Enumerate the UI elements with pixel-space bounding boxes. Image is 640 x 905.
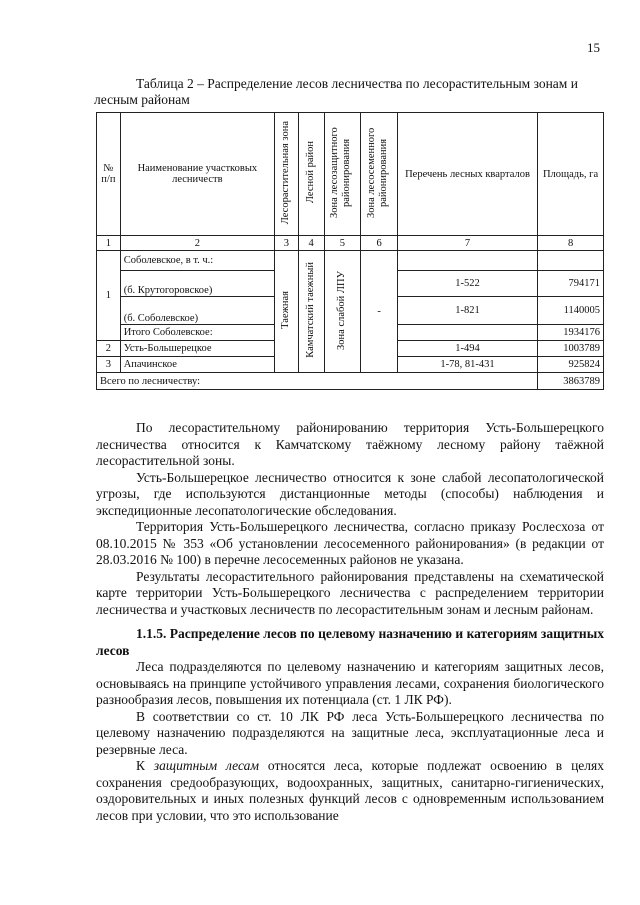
section-heading: 1.1.5. Распределение лесов по целевому назначению и категориям защитных лесов [96, 626, 604, 658]
col-number: 8 [538, 236, 604, 251]
merged-protect-cell [324, 251, 361, 373]
row-num: 1 [97, 251, 121, 341]
row-quarters: 1-78, 81-431 [397, 357, 537, 373]
col-number: 2 [120, 236, 274, 251]
table-row [97, 373, 604, 390]
column-number-row [97, 236, 604, 251]
header-name: Наименование участковых лесничеств [120, 113, 274, 236]
row-name: Усть-Большерецкое [120, 341, 274, 357]
row-area: 1140005 [538, 297, 604, 325]
col-number: 5 [324, 236, 361, 251]
row-area: 925824 [538, 357, 604, 373]
table-header-row [97, 113, 604, 236]
paragraph: По лесорастительному районированию территория Усть-Большерецкого лесничества относится к Камчатскому таёжному лесному району таёжной лесорастительной зоны. [96, 420, 604, 468]
col-number: 1 [97, 236, 121, 251]
page-number: 15 [587, 40, 600, 55]
row-num: 3 [97, 357, 121, 373]
merged-zone-cell [274, 251, 298, 373]
header-zone: Лесорастительная зона [280, 120, 292, 225]
empty-cell [397, 251, 537, 271]
header-seed-cell [361, 113, 398, 236]
header-district: Лесной район [305, 141, 317, 204]
row-area: 1934176 [538, 325, 604, 341]
paragraph: Территория Усть-Большерецкого лесничества, согласно приказу Рослесхоза от 08.10.2015 № 353 «Об установлении лесосеменного районирования» (в редакции от 28.03.2016 № 100) в перечне лесосеменных районов не указана. [96, 519, 604, 567]
text-run: К [136, 758, 154, 773]
header-num: № п/п [97, 113, 121, 236]
merged-district: Камчатский таежный [305, 262, 317, 358]
merged-protect: Зона слабой ЛПУ [336, 270, 348, 350]
merged-seed: - [361, 251, 398, 373]
header-quarters: Перечень лесных кварталов [397, 113, 537, 236]
row-name: Всего по лесничеству: [97, 373, 538, 390]
body-text [96, 420, 604, 824]
text-run: относятся леса, которые подлежат освоению в целях сохранения средообразующих, водоохранных, защитных, санитарно-гигиенических, оздоровительных и иных полезных функций лесов с одновременным использованием лесов при условии, что это использование [96, 758, 604, 823]
row-name: Соболевское, в т. ч.: [120, 251, 274, 271]
row-name: (б. Крутогоровское) [120, 271, 274, 297]
paragraph [96, 758, 604, 824]
table-caption [96, 76, 604, 108]
forest-distribution-table [96, 112, 604, 390]
paragraph: Результаты лесорастительного районирования представлены на схематической карте территории Усть-Большерецкого лесничества с распределением территории лесничества и участковых лесничеств по лесорастительным зонам и лесным районам. [96, 568, 604, 617]
row-name: (б. Соболевское) [120, 297, 274, 325]
table-caption-line1: Таблица 2 – Распределение лесов лесничества по лесорастительным зонам и [136, 76, 578, 91]
col-number: 6 [361, 236, 398, 251]
table-caption-line2: лесным районам [94, 92, 190, 107]
table-row [97, 251, 604, 271]
row-quarters: 1-821 [397, 297, 537, 325]
header-area: Площадь, га [538, 113, 604, 236]
paragraph: Леса подразделяются по целевому назначению и категориям защитных лесов, основываясь на принципе устойчивого управления лесами, сохранения биологического разнообразия лесов, повышения их потенциала (ст. 1 ЛК РФ). [96, 659, 604, 707]
col-number: 3 [274, 236, 298, 251]
header-district-cell [298, 113, 324, 236]
empty-cell [538, 251, 604, 271]
merged-zone: Таежная [280, 291, 292, 329]
empty-cell [397, 325, 537, 341]
row-name: Апачинское [120, 357, 274, 373]
header-protect-cell [324, 113, 361, 236]
col-number: 7 [397, 236, 537, 251]
row-area: 794171 [538, 271, 604, 297]
row-quarters: 1-522 [397, 271, 537, 297]
header-zone-cell [274, 113, 298, 236]
emphasis: защитным лесам [153, 758, 260, 773]
row-num: 2 [97, 341, 121, 357]
row-area: 3863789 [538, 373, 604, 390]
merged-district-cell [298, 251, 324, 373]
row-name: Итого Соболевское: [120, 325, 274, 341]
col-number: 4 [298, 236, 324, 251]
row-area: 1003789 [538, 341, 604, 357]
paragraph: Усть-Большерецкое лесничество относится к зоне слабой лесопатологической угрозы, где используются дистанционные методы (способы) наблюдения и экспедиционные лесопатологические обследования. [96, 469, 604, 518]
paragraph: В соответствии со ст. 10 ЛК РФ леса Усть-Большерецкого лесничества по целевому назначению подразделяются на защитные леса, эксплуатационные леса и резервные леса. [96, 708, 604, 757]
row-quarters: 1-494 [397, 341, 537, 357]
header-protect: Зона лесозащитного районирования [329, 127, 353, 218]
header-seed: Зона лесосеменного районирования [366, 127, 390, 218]
